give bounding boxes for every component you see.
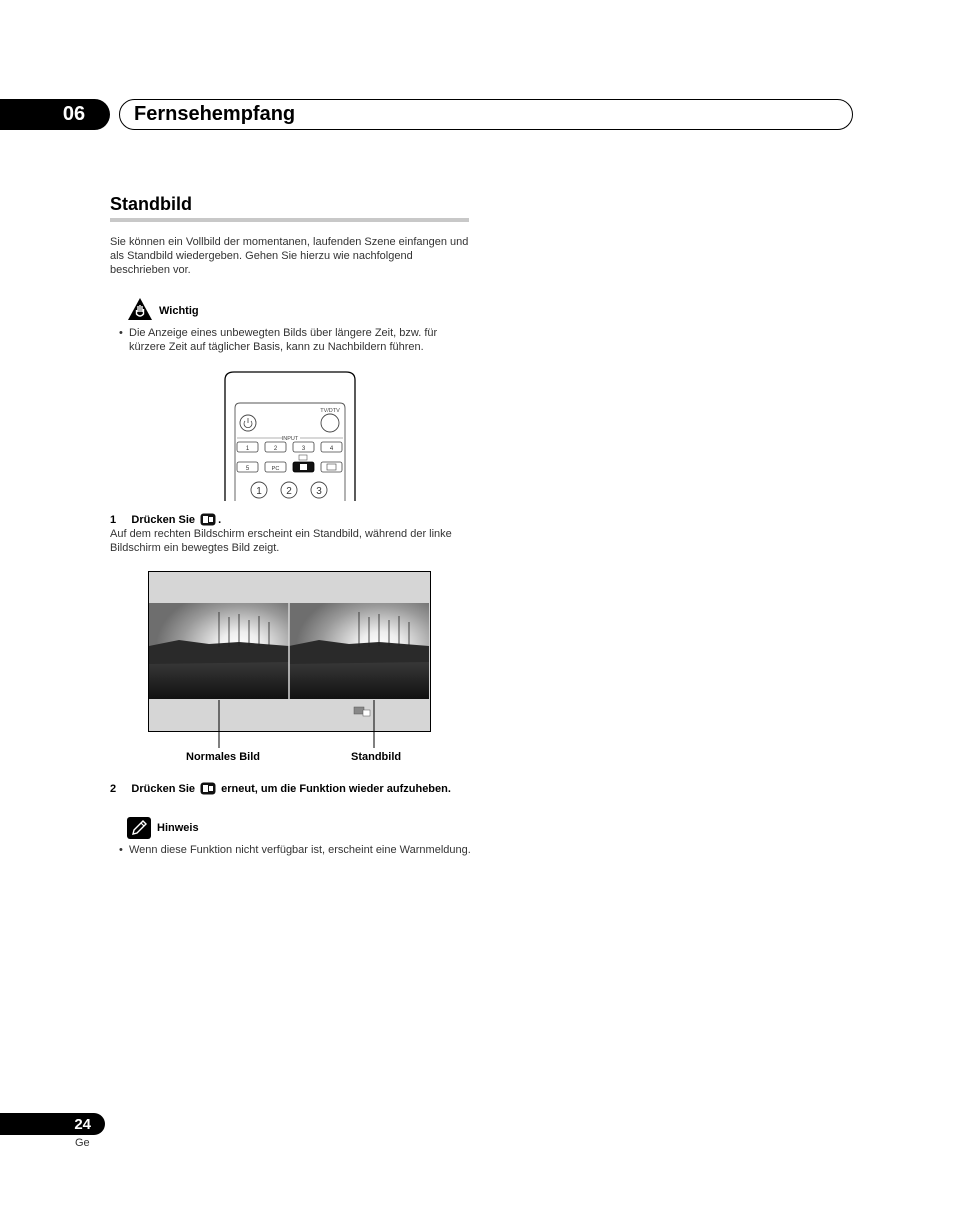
input-button-2: 2 [273, 446, 278, 452]
number-button-2: 2 [286, 486, 292, 497]
input-button-5: 5 [245, 466, 250, 472]
page-language: Ge [75, 1137, 90, 1149]
bullet-dot: • [119, 844, 123, 856]
tv-dtv-label: TV/DTV [320, 408, 340, 414]
page-number: 24 [74, 1115, 91, 1133]
step-2-press: Drücken Sie [131, 783, 195, 795]
label-normal-picture: Normales Bild [186, 751, 260, 763]
intro-paragraph: Sie können ein Vollbild der momentanen, laufenden Szene einfangen und als Standbild wiedergeben. Gehen Sie hierzu wie nachfolgend beschrieben vor. [110, 236, 469, 276]
important-bullet-text: Die Anzeige eines unbewegten Bilds über längere Zeit, bzw. für kürzere Zeit auf täglicher Basis, kann zu Nachbildern führen. [129, 327, 438, 353]
step-2-text: erneut, um die Funktion wieder aufzuheben. [221, 783, 451, 795]
step-1-press: Drücken Sie [131, 514, 195, 526]
section-title: Standbild [110, 194, 192, 214]
page-number-tab [0, 1113, 105, 1135]
number-button-1: 1 [256, 486, 262, 497]
step-1-body: Auf dem rechten Bildschirm erscheint ein Standbild, während der linke Bildschirm ein bewegtes Bild zeigt. [110, 528, 452, 554]
number-button-3: 3 [316, 486, 322, 497]
input-label: INPUT [281, 436, 299, 442]
hint-label: Hinweis [157, 822, 199, 834]
input-button-pc: PC [271, 466, 280, 472]
important-label: Wichtig [159, 305, 199, 317]
step-1-number: 1 [110, 514, 117, 526]
bullet-dot: • [119, 327, 123, 339]
input-button-1: 1 [245, 446, 250, 452]
hint-bullet-text: Wenn diese Funktion nicht verfügbar ist, erscheint eine Warnmeldung. [129, 844, 471, 856]
chapter-number: 06 [62, 103, 86, 125]
input-button-3: 3 [301, 446, 306, 452]
chapter-title: Fernsehempfang [134, 103, 296, 125]
step-1-period: . [218, 514, 222, 526]
note-pencil-icon [127, 817, 151, 844]
hint-bullet [119, 843, 474, 857]
step-2-number: 2 [110, 783, 117, 795]
step-2-line [110, 782, 451, 798]
label-still-picture: Standbild [351, 751, 402, 763]
input-button-4: 4 [329, 446, 334, 452]
freeze-button-icon [200, 782, 216, 798]
